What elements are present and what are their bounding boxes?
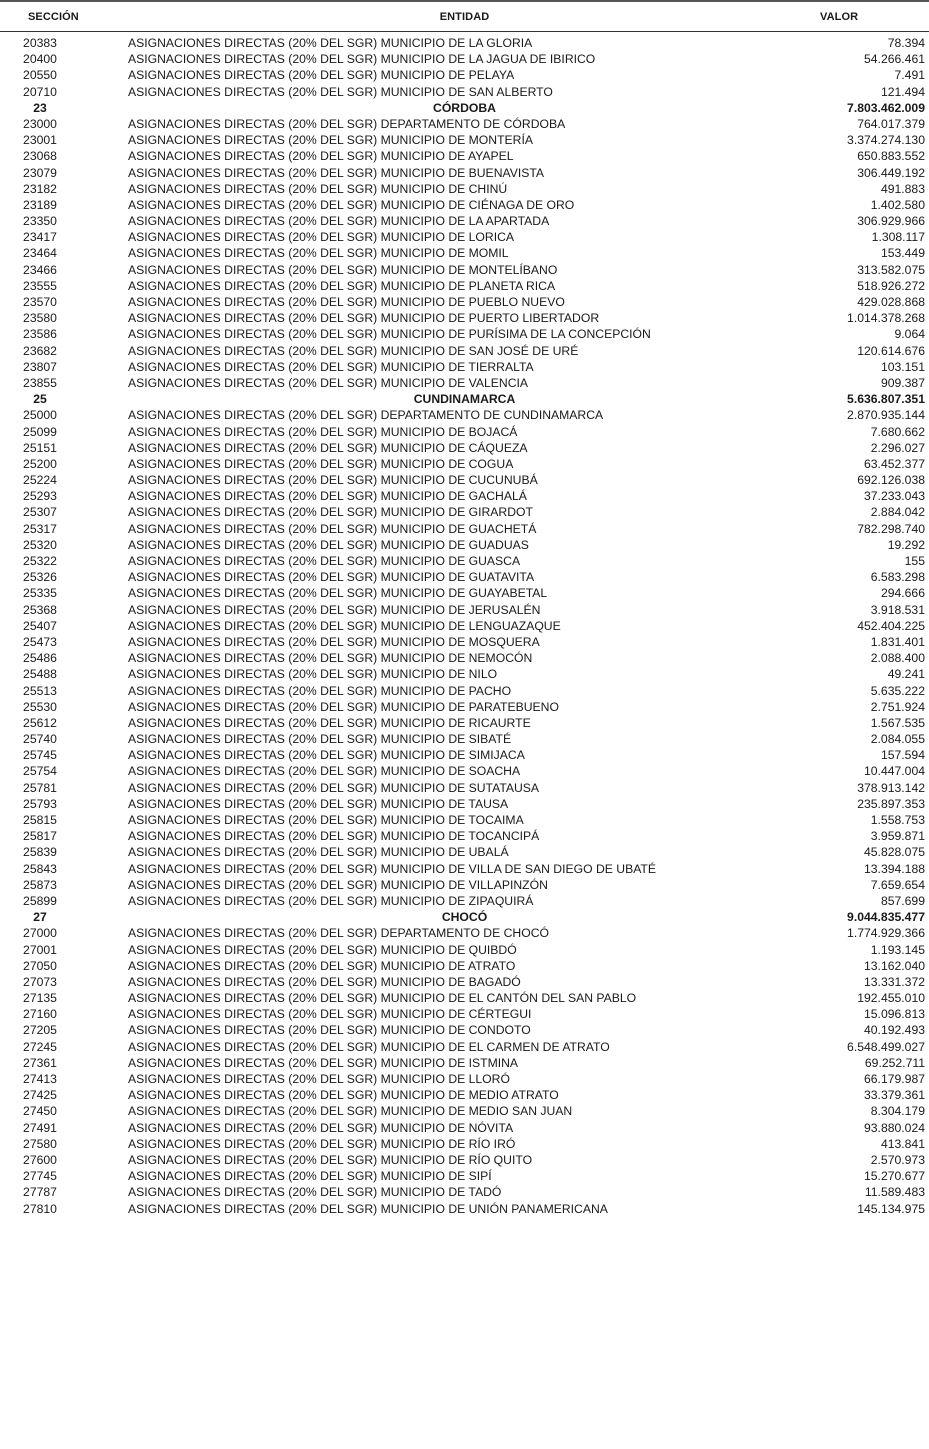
cell-seccion: 27450 bbox=[23, 1104, 57, 1119]
cell-valor: 49.241 bbox=[887, 667, 925, 682]
table-row bbox=[0, 165, 929, 181]
table-row bbox=[0, 488, 929, 504]
cell-valor: 9.044.835.477 bbox=[847, 910, 925, 925]
cell-valor: 1.308.117 bbox=[871, 230, 925, 245]
cell-entidad: ASIGNACIONES DIRECTAS (20% DEL SGR) MUNICIPIO DE SIBATÉ bbox=[128, 732, 512, 747]
cell-entidad: ASIGNACIONES DIRECTAS (20% DEL SGR) MUNICIPIO DE GUADUAS bbox=[128, 537, 529, 552]
cell-valor: 1.831.401 bbox=[870, 634, 925, 649]
cell-valor: 7.491 bbox=[894, 68, 925, 83]
cell-seccion: 25317 bbox=[23, 521, 57, 536]
cell-valor: 452.404.225 bbox=[857, 618, 925, 633]
cell-valor: 78.394 bbox=[887, 36, 925, 50]
cell-seccion: 25 bbox=[33, 392, 47, 407]
table-row bbox=[0, 1152, 929, 1168]
cell-seccion: 20400 bbox=[23, 52, 57, 67]
cell-valor: 2.088.400 bbox=[870, 651, 925, 666]
table-row bbox=[0, 747, 929, 763]
cell-seccion: 25815 bbox=[23, 813, 57, 827]
cell-seccion: 25793 bbox=[23, 796, 57, 811]
table-row bbox=[0, 35, 929, 51]
cell-entidad: ASIGNACIONES DIRECTAS (20% DEL SGR) MUNICIPIO DE CÉRTEGUI bbox=[128, 1007, 532, 1022]
cell-seccion: 25754 bbox=[23, 764, 57, 779]
cell-entidad: ASIGNACIONES DIRECTAS (20% DEL SGR) MUNICIPIO DE CONDOTO bbox=[128, 1023, 531, 1038]
cell-valor: 3.918.531 bbox=[870, 602, 925, 617]
table-header bbox=[0, 8, 929, 30]
table-row bbox=[0, 942, 929, 958]
table-row bbox=[0, 84, 929, 100]
cell-valor: 782.298.740 bbox=[857, 521, 925, 536]
table-row bbox=[0, 780, 929, 796]
cell-entidad: ASIGNACIONES DIRECTAS (20% DEL SGR) MUNICIPIO DE PUERTO LIBERTADOR bbox=[128, 311, 600, 326]
table-row bbox=[0, 278, 929, 294]
table-row bbox=[0, 1120, 929, 1136]
cell-valor: 1.402.580 bbox=[870, 197, 925, 212]
cell-seccion: 23182 bbox=[23, 181, 57, 196]
table-row bbox=[0, 618, 929, 634]
cell-seccion: 25335 bbox=[23, 586, 57, 601]
cell-valor: 909.387 bbox=[880, 375, 925, 390]
cell-valor: 93.880.024 bbox=[864, 1120, 925, 1135]
cell-entidad: ASIGNACIONES DIRECTAS (20% DEL SGR) MUNICIPIO DE LENGUAZAQUE bbox=[128, 618, 561, 633]
table-row bbox=[0, 1022, 929, 1038]
cell-valor: 9.064 bbox=[894, 327, 925, 342]
cell-valor: 2.751.924 bbox=[870, 699, 925, 714]
cell-entidad: ASIGNACIONES DIRECTAS (20% DEL SGR) MUNICIPIO DE SUTATAUSA bbox=[128, 780, 540, 795]
cell-seccion: 27001 bbox=[23, 942, 57, 957]
cell-seccion: 23417 bbox=[23, 230, 57, 245]
cell-seccion: 27413 bbox=[23, 1072, 57, 1086]
cell-entidad: ASIGNACIONES DIRECTAS (20% DEL SGR) MUNICIPIO DE LA APARTADA bbox=[128, 214, 550, 229]
cell-entidad: ASIGNACIONES DIRECTAS (20% DEL SGR) MUNICIPIO DE JERUSALÉN bbox=[128, 602, 541, 617]
cell-seccion: 25899 bbox=[23, 893, 57, 908]
table-row bbox=[0, 504, 929, 520]
cell-entidad: ASIGNACIONES DIRECTAS (20% DEL SGR) MUNICIPIO DE GUAYABETAL bbox=[128, 586, 548, 601]
cell-seccion: 27491 bbox=[23, 1120, 57, 1135]
cell-entidad: CHOCÓ bbox=[441, 910, 488, 925]
cell-entidad: ASIGNACIONES DIRECTAS (20% DEL SGR) MUNICIPIO DE BUENAVISTA bbox=[128, 165, 545, 180]
cell-valor: 15.096.813 bbox=[864, 1007, 925, 1022]
cell-seccion: 23682 bbox=[23, 343, 57, 358]
cell-entidad: ASIGNACIONES DIRECTAS (20% DEL SGR) MUNICIPIO DE VILLA DE SAN DIEGO DE UBATÉ bbox=[128, 861, 657, 876]
cell-valor: 192.455.010 bbox=[857, 991, 925, 1006]
cell-valor: 2.570.973 bbox=[870, 1152, 925, 1167]
header-valor: VALOR bbox=[820, 11, 859, 23]
table-row bbox=[0, 990, 929, 1006]
cell-seccion: 25530 bbox=[23, 699, 57, 714]
cell-seccion: 27073 bbox=[23, 974, 57, 989]
cell-entidad: ASIGNACIONES DIRECTAS (20% DEL SGR) MUNICIPIO DE COGUA bbox=[128, 456, 514, 471]
cell-valor: 69.252.711 bbox=[864, 1055, 925, 1070]
table-body bbox=[0, 35, 929, 1217]
group-row bbox=[0, 100, 929, 116]
cell-entidad: ASIGNACIONES DIRECTAS (20% DEL SGR) MUNICIPIO DE ATRATO bbox=[128, 958, 516, 973]
cell-seccion: 27000 bbox=[23, 926, 57, 941]
table-row bbox=[0, 359, 929, 375]
table-row bbox=[0, 148, 929, 164]
cell-seccion: 27245 bbox=[23, 1039, 57, 1054]
cell-entidad: ASIGNACIONES DIRECTAS (20% DEL SGR) MUNICIPIO DE LLORÓ bbox=[128, 1072, 510, 1086]
table-row bbox=[0, 1136, 929, 1152]
cell-entidad: ASIGNACIONES DIRECTAS (20% DEL SGR) MUNICIPIO DE CÁQUEZA bbox=[128, 440, 528, 455]
cell-seccion: 27810 bbox=[23, 1201, 57, 1216]
table-row bbox=[0, 1006, 929, 1022]
table-row bbox=[0, 828, 929, 844]
cell-entidad: ASIGNACIONES DIRECTAS (20% DEL SGR) MUNICIPIO DE UBALÁ bbox=[128, 845, 509, 860]
cell-entidad: ASIGNACIONES DIRECTAS (20% DEL SGR) DEPARTAMENTO DE CÓRDOBA bbox=[128, 116, 566, 131]
cell-entidad: ASIGNACIONES DIRECTAS (20% DEL SGR) MUNICIPIO DE NILO bbox=[128, 667, 498, 682]
cell-entidad: ASIGNACIONES DIRECTAS (20% DEL SGR) MUNICIPIO DE SAN JOSÉ DE URÉ bbox=[128, 343, 579, 358]
cell-entidad: ASIGNACIONES DIRECTAS (20% DEL SGR) DEPARTAMENTO DE CHOCÓ bbox=[128, 926, 549, 941]
cell-valor: 5.635.222 bbox=[870, 683, 925, 698]
cell-seccion: 23855 bbox=[23, 375, 57, 390]
cell-entidad: ASIGNACIONES DIRECTAS (20% DEL SGR) MUNICIPIO DE MONTERÍA bbox=[128, 133, 533, 148]
cell-valor: 155 bbox=[904, 554, 925, 568]
cell-seccion: 23807 bbox=[23, 359, 57, 374]
cell-seccion: 23001 bbox=[23, 133, 57, 148]
cell-valor: 7.659.654 bbox=[870, 877, 925, 892]
table-row bbox=[0, 424, 929, 440]
cell-entidad: ASIGNACIONES DIRECTAS (20% DEL SGR) MUNICIPIO DE GUATAVITA bbox=[128, 570, 535, 585]
header-entidad: ENTIDAD bbox=[439, 11, 490, 23]
cell-valor: 378.913.142 bbox=[857, 780, 925, 795]
cell-valor: 153.449 bbox=[880, 246, 925, 261]
cell-valor: 518.926.272 bbox=[857, 278, 925, 293]
cell-seccion: 20550 bbox=[23, 68, 57, 83]
cell-entidad: ASIGNACIONES DIRECTAS (20% DEL SGR) MUNICIPIO DE BOJACÁ bbox=[128, 424, 518, 439]
cell-seccion: 27050 bbox=[23, 958, 57, 973]
table-row bbox=[0, 1103, 929, 1119]
table-row bbox=[0, 116, 929, 132]
cell-entidad: ASIGNACIONES DIRECTAS (20% DEL SGR) MUNICIPIO DE PELAYA bbox=[128, 68, 515, 83]
cell-entidad: ASIGNACIONES DIRECTAS (20% DEL SGR) MUNICIPIO DE EL CARMEN DE ATRATO bbox=[128, 1039, 610, 1054]
cell-valor: 15.270.677 bbox=[864, 1169, 925, 1184]
table-row bbox=[0, 132, 929, 148]
table-row bbox=[0, 1055, 929, 1071]
cell-entidad: ASIGNACIONES DIRECTAS (20% DEL SGR) MUNICIPIO DE VILLAPINZÓN bbox=[128, 877, 548, 892]
cell-valor: 1.014.378.268 bbox=[847, 311, 925, 326]
table-row bbox=[0, 1039, 929, 1055]
table-row bbox=[0, 294, 929, 310]
cell-entidad: ASIGNACIONES DIRECTAS (20% DEL SGR) MUNICIPIO DE TIERRALTA bbox=[128, 359, 534, 374]
table-row bbox=[0, 602, 929, 618]
cell-seccion: 25293 bbox=[23, 489, 57, 504]
cell-seccion: 25839 bbox=[23, 845, 57, 860]
cell-seccion: 25368 bbox=[23, 602, 57, 617]
table-row bbox=[0, 407, 929, 423]
cell-entidad: ASIGNACIONES DIRECTAS (20% DEL SGR) MUNICIPIO DE MONTELÍBANO bbox=[128, 262, 558, 277]
cell-seccion: 27 bbox=[33, 910, 47, 925]
cell-seccion: 23350 bbox=[23, 214, 57, 229]
table-row bbox=[0, 634, 929, 650]
cell-valor: 63.452.377 bbox=[864, 456, 925, 471]
table-row bbox=[0, 796, 929, 812]
cell-entidad: ASIGNACIONES DIRECTAS (20% DEL SGR) MUNICIPIO DE PUEBLO NUEVO bbox=[128, 295, 565, 309]
cell-valor: 306.449.192 bbox=[857, 165, 925, 180]
cell-valor: 66.179.987 bbox=[864, 1072, 925, 1086]
group-row bbox=[0, 909, 929, 925]
cell-valor: 2.296.027 bbox=[870, 440, 925, 455]
table-row bbox=[0, 440, 929, 456]
table-row bbox=[0, 974, 929, 990]
table-row bbox=[0, 375, 929, 391]
cell-valor: 306.929.966 bbox=[857, 214, 925, 229]
cell-seccion: 23555 bbox=[23, 278, 57, 293]
cell-valor: 2.084.055 bbox=[870, 732, 925, 747]
cell-valor: 19.292 bbox=[887, 537, 925, 552]
cell-entidad: ASIGNACIONES DIRECTAS (20% DEL SGR) DEPARTAMENTO DE CUNDINAMARCA bbox=[128, 408, 604, 423]
table-row bbox=[0, 456, 929, 472]
cell-valor: 429.028.868 bbox=[857, 295, 925, 309]
table-row bbox=[0, 893, 929, 909]
cell-seccion: 25513 bbox=[23, 683, 57, 698]
table-row bbox=[0, 1087, 929, 1103]
cell-seccion: 25740 bbox=[23, 732, 57, 747]
cell-seccion: 25000 bbox=[23, 408, 57, 423]
table-row bbox=[0, 763, 929, 779]
table-row bbox=[0, 1184, 929, 1200]
table-row bbox=[0, 569, 929, 585]
table-row bbox=[0, 197, 929, 213]
cell-valor: 33.379.361 bbox=[864, 1088, 925, 1103]
cell-seccion: 25151 bbox=[23, 440, 57, 455]
cell-valor: 857.699 bbox=[880, 893, 925, 908]
table-row bbox=[0, 181, 929, 197]
table-row bbox=[0, 262, 929, 278]
table-row bbox=[0, 213, 929, 229]
cell-seccion: 25200 bbox=[23, 456, 57, 471]
cell-entidad: ASIGNACIONES DIRECTAS (20% DEL SGR) MUNICIPIO DE PARATEBUENO bbox=[128, 699, 559, 714]
cell-valor: 3.959.871 bbox=[870, 829, 925, 844]
cell-seccion: 23079 bbox=[23, 165, 57, 180]
cell-valor: 7.803.462.009 bbox=[847, 100, 925, 115]
cell-valor: 54.266.461 bbox=[864, 52, 925, 67]
cell-entidad: ASIGNACIONES DIRECTAS (20% DEL SGR) MUNICIPIO DE LORICA bbox=[128, 230, 515, 245]
cell-entidad: ASIGNACIONES DIRECTAS (20% DEL SGR) MUNICIPIO DE QUIBDÓ bbox=[128, 942, 517, 957]
cell-valor: 13.162.040 bbox=[864, 958, 925, 973]
cell-seccion: 27745 bbox=[23, 1169, 57, 1184]
cell-entidad: ASIGNACIONES DIRECTAS (20% DEL SGR) MUNICIPIO DE TADÓ bbox=[128, 1185, 502, 1200]
cell-valor: 235.897.353 bbox=[857, 796, 925, 811]
cell-entidad: ASIGNACIONES DIRECTAS (20% DEL SGR) MUNICIPIO DE MOSQUERA bbox=[128, 634, 540, 649]
cell-entidad: ASIGNACIONES DIRECTAS (20% DEL SGR) MUNICIPIO DE AYAPEL bbox=[128, 149, 514, 164]
table-row bbox=[0, 472, 929, 488]
cell-seccion: 25473 bbox=[23, 634, 57, 649]
cell-seccion: 27580 bbox=[23, 1136, 57, 1151]
cell-entidad: CUNDINAMARCA bbox=[413, 392, 516, 407]
cell-seccion: 23580 bbox=[23, 311, 57, 326]
cell-seccion: 27787 bbox=[23, 1185, 57, 1200]
header-divider bbox=[0, 31, 929, 32]
cell-seccion: 23189 bbox=[23, 197, 57, 212]
cell-valor: 45.828.075 bbox=[864, 845, 925, 860]
cell-entidad: ASIGNACIONES DIRECTAS (20% DEL SGR) MUNICIPIO DE GUASCA bbox=[128, 554, 521, 568]
cell-seccion: 27205 bbox=[23, 1023, 57, 1038]
cell-entidad: ASIGNACIONES DIRECTAS (20% DEL SGR) MUNICIPIO DE GACHALÁ bbox=[128, 489, 527, 504]
cell-entidad: ASIGNACIONES DIRECTAS (20% DEL SGR) MUNICIPIO DE CIÉNAGA DE ORO bbox=[128, 197, 575, 212]
table-row bbox=[0, 521, 929, 537]
table-row bbox=[0, 666, 929, 682]
cell-entidad: ASIGNACIONES DIRECTAS (20% DEL SGR) MUNICIPIO DE UNIÓN PANAMERICANA bbox=[128, 1201, 608, 1216]
cell-valor: 5.636.807.351 bbox=[847, 392, 925, 407]
cell-valor: 8.304.179 bbox=[870, 1104, 925, 1119]
cell-valor: 37.233.043 bbox=[864, 489, 925, 504]
table-row bbox=[0, 925, 929, 941]
cell-entidad: ASIGNACIONES DIRECTAS (20% DEL SGR) MUNICIPIO DE MOMIL bbox=[128, 246, 509, 261]
cell-entidad: ASIGNACIONES DIRECTAS (20% DEL SGR) MUNICIPIO DE NEMOCÓN bbox=[128, 651, 533, 666]
cell-seccion: 25322 bbox=[23, 554, 57, 568]
cell-entidad: ASIGNACIONES DIRECTAS (20% DEL SGR) MUNICIPIO DE NÓVITA bbox=[128, 1120, 514, 1135]
cell-seccion: 25307 bbox=[23, 505, 57, 520]
table-row bbox=[0, 585, 929, 601]
header-seccion: SECCIÓN bbox=[28, 11, 79, 23]
table-row bbox=[0, 343, 929, 359]
cell-seccion: 25320 bbox=[23, 537, 57, 552]
cell-valor: 103.151 bbox=[880, 359, 925, 374]
cell-entidad: ASIGNACIONES DIRECTAS (20% DEL SGR) MUNICIPIO DE EL CANTÓN DEL SAN PABLO bbox=[128, 991, 637, 1006]
cell-entidad: ASIGNACIONES DIRECTAS (20% DEL SGR) MUNICIPIO DE LA GLORIA bbox=[128, 36, 533, 50]
table-row bbox=[0, 553, 929, 569]
cell-seccion: 23570 bbox=[23, 295, 57, 309]
cell-seccion: 27135 bbox=[23, 991, 57, 1006]
cell-valor: 121.494 bbox=[880, 84, 925, 99]
cell-entidad: ASIGNACIONES DIRECTAS (20% DEL SGR) MUNICIPIO DE RICAURTE bbox=[128, 715, 531, 730]
cell-valor: 145.134.975 bbox=[857, 1201, 925, 1216]
cell-valor: 2.870.935.144 bbox=[847, 408, 925, 423]
table-row bbox=[0, 715, 929, 731]
cell-entidad: ASIGNACIONES DIRECTAS (20% DEL SGR) MUNICIPIO DE SIPÍ bbox=[128, 1169, 492, 1184]
cell-valor: 10.447.004 bbox=[864, 764, 925, 779]
cell-seccion: 25099 bbox=[23, 424, 57, 439]
table-row bbox=[0, 958, 929, 974]
cell-entidad: ASIGNACIONES DIRECTAS (20% DEL SGR) MUNICIPIO DE MEDIO SAN JUAN bbox=[128, 1104, 573, 1119]
table-row bbox=[0, 650, 929, 666]
cell-seccion: 23 bbox=[33, 100, 47, 115]
table-row bbox=[0, 861, 929, 877]
table-row bbox=[0, 51, 929, 67]
cell-valor: 13.394.188 bbox=[864, 861, 925, 876]
cell-entidad: ASIGNACIONES DIRECTAS (20% DEL SGR) MUNICIPIO DE VALENCIA bbox=[128, 375, 529, 390]
cell-seccion: 25612 bbox=[23, 715, 57, 730]
cell-seccion: 25407 bbox=[23, 618, 57, 633]
cell-valor: 3.374.274.130 bbox=[847, 133, 925, 148]
cell-seccion: 25488 bbox=[23, 667, 57, 682]
cell-entidad: ASIGNACIONES DIRECTAS (20% DEL SGR) MUNICIPIO DE ISTMINA bbox=[128, 1055, 519, 1070]
cell-seccion: 25781 bbox=[23, 780, 57, 795]
cell-valor: 40.192.493 bbox=[864, 1023, 925, 1038]
cell-valor: 491.883 bbox=[880, 181, 925, 196]
table-row bbox=[0, 731, 929, 747]
cell-seccion: 23586 bbox=[23, 327, 57, 342]
cell-valor: 1.193.145 bbox=[870, 942, 925, 957]
cell-valor: 2.884.042 bbox=[870, 505, 925, 520]
cell-entidad: ASIGNACIONES DIRECTAS (20% DEL SGR) MUNICIPIO DE TOCANCIPÁ bbox=[128, 829, 540, 844]
table-row bbox=[0, 326, 929, 342]
cell-valor: 692.126.038 bbox=[857, 473, 925, 488]
cell-seccion: 25843 bbox=[23, 861, 57, 876]
cell-entidad: ASIGNACIONES DIRECTAS (20% DEL SGR) MUNICIPIO DE SAN ALBERTO bbox=[128, 84, 553, 99]
cell-seccion: 23464 bbox=[23, 246, 57, 261]
cell-seccion: 27425 bbox=[23, 1088, 57, 1103]
table-row bbox=[0, 812, 929, 828]
cell-seccion: 20710 bbox=[23, 84, 57, 99]
top-border bbox=[0, 0, 929, 2]
cell-valor: 764.017.379 bbox=[857, 116, 925, 131]
table-row bbox=[0, 699, 929, 715]
cell-entidad: ASIGNACIONES DIRECTAS (20% DEL SGR) MUNICIPIO DE LA JAGUA DE IBIRICO bbox=[128, 52, 596, 67]
cell-entidad: ASIGNACIONES DIRECTAS (20% DEL SGR) MUNICIPIO DE TAUSA bbox=[128, 796, 509, 811]
table-row bbox=[0, 245, 929, 261]
table-row bbox=[0, 537, 929, 553]
cell-valor: 1.774.929.366 bbox=[847, 926, 925, 941]
cell-seccion: 23466 bbox=[23, 262, 57, 277]
cell-valor: 294.666 bbox=[880, 586, 925, 601]
cell-valor: 120.614.676 bbox=[857, 343, 925, 358]
cell-seccion: 25486 bbox=[23, 651, 57, 666]
table-row bbox=[0, 229, 929, 245]
table-row bbox=[0, 1071, 929, 1087]
group-row bbox=[0, 391, 929, 407]
cell-entidad: ASIGNACIONES DIRECTAS (20% DEL SGR) MUNICIPIO DE GIRARDOT bbox=[128, 505, 533, 520]
table-row bbox=[0, 1168, 929, 1184]
cell-valor: 11.589.483 bbox=[864, 1185, 925, 1200]
table-row bbox=[0, 310, 929, 326]
cell-seccion: 27361 bbox=[23, 1055, 57, 1070]
cell-entidad: ASIGNACIONES DIRECTAS (20% DEL SGR) MUNICIPIO DE PURÍSIMA DE LA CONCEPCIÓN bbox=[128, 327, 651, 342]
cell-seccion: 25326 bbox=[23, 570, 57, 585]
cell-seccion: 23068 bbox=[23, 149, 57, 164]
cell-entidad: ASIGNACIONES DIRECTAS (20% DEL SGR) MUNICIPIO DE SIMIJACA bbox=[128, 748, 525, 763]
cell-seccion: 27600 bbox=[23, 1152, 57, 1167]
cell-entidad: ASIGNACIONES DIRECTAS (20% DEL SGR) MUNICIPIO DE PACHO bbox=[128, 683, 512, 698]
cell-seccion: 23000 bbox=[23, 116, 57, 131]
cell-valor: 13.331.372 bbox=[864, 974, 925, 989]
cell-valor: 413.841 bbox=[880, 1136, 925, 1151]
table-row bbox=[0, 844, 929, 860]
cell-entidad: ASIGNACIONES DIRECTAS (20% DEL SGR) MUNICIPIO DE MEDIO ATRATO bbox=[128, 1088, 559, 1103]
table-row bbox=[0, 1201, 929, 1217]
cell-entidad: ASIGNACIONES DIRECTAS (20% DEL SGR) MUNICIPIO DE SOACHA bbox=[128, 764, 521, 779]
cell-entidad: ASIGNACIONES DIRECTAS (20% DEL SGR) MUNICIPIO DE GUACHETÁ bbox=[128, 521, 537, 536]
cell-valor: 1.558.753 bbox=[870, 813, 925, 827]
cell-entidad: ASIGNACIONES DIRECTAS (20% DEL SGR) MUNICIPIO DE RÍO QUITO bbox=[128, 1152, 533, 1167]
cell-entidad: ASIGNACIONES DIRECTAS (20% DEL SGR) MUNICIPIO DE RÍO IRÓ bbox=[128, 1136, 516, 1151]
table-row bbox=[0, 683, 929, 699]
cell-seccion: 25873 bbox=[23, 877, 57, 892]
cell-entidad: CÓRDOBA bbox=[433, 100, 496, 115]
cell-seccion: 27160 bbox=[23, 1007, 57, 1022]
cell-entidad: ASIGNACIONES DIRECTAS (20% DEL SGR) MUNICIPIO DE CUCUNUBÁ bbox=[128, 473, 538, 488]
cell-seccion: 25224 bbox=[23, 473, 57, 488]
cell-entidad: ASIGNACIONES DIRECTAS (20% DEL SGR) MUNICIPIO DE ZIPAQUIRÁ bbox=[128, 893, 534, 908]
cell-seccion: 25745 bbox=[23, 748, 57, 763]
cell-entidad: ASIGNACIONES DIRECTAS (20% DEL SGR) MUNICIPIO DE PLANETA RICA bbox=[128, 278, 556, 293]
cell-valor: 6.583.298 bbox=[870, 570, 925, 585]
cell-seccion: 20383 bbox=[23, 36, 57, 50]
table-row bbox=[0, 877, 929, 893]
cell-entidad: ASIGNACIONES DIRECTAS (20% DEL SGR) MUNICIPIO DE CHINÚ bbox=[128, 181, 508, 196]
cell-seccion: 25817 bbox=[23, 829, 57, 844]
cell-valor: 7.680.662 bbox=[870, 424, 925, 439]
cell-valor: 1.567.535 bbox=[870, 715, 925, 730]
cell-entidad: ASIGNACIONES DIRECTAS (20% DEL SGR) MUNICIPIO DE TOCAIMA bbox=[128, 813, 524, 827]
cell-valor: 157.594 bbox=[880, 748, 925, 763]
cell-entidad: ASIGNACIONES DIRECTAS (20% DEL SGR) MUNICIPIO DE BAGADÓ bbox=[128, 974, 521, 989]
cell-valor: 650.883.552 bbox=[857, 149, 925, 164]
cell-valor: 6.548.499.027 bbox=[847, 1039, 925, 1054]
cell-valor: 313.582.075 bbox=[857, 262, 925, 277]
table-row bbox=[0, 67, 929, 83]
